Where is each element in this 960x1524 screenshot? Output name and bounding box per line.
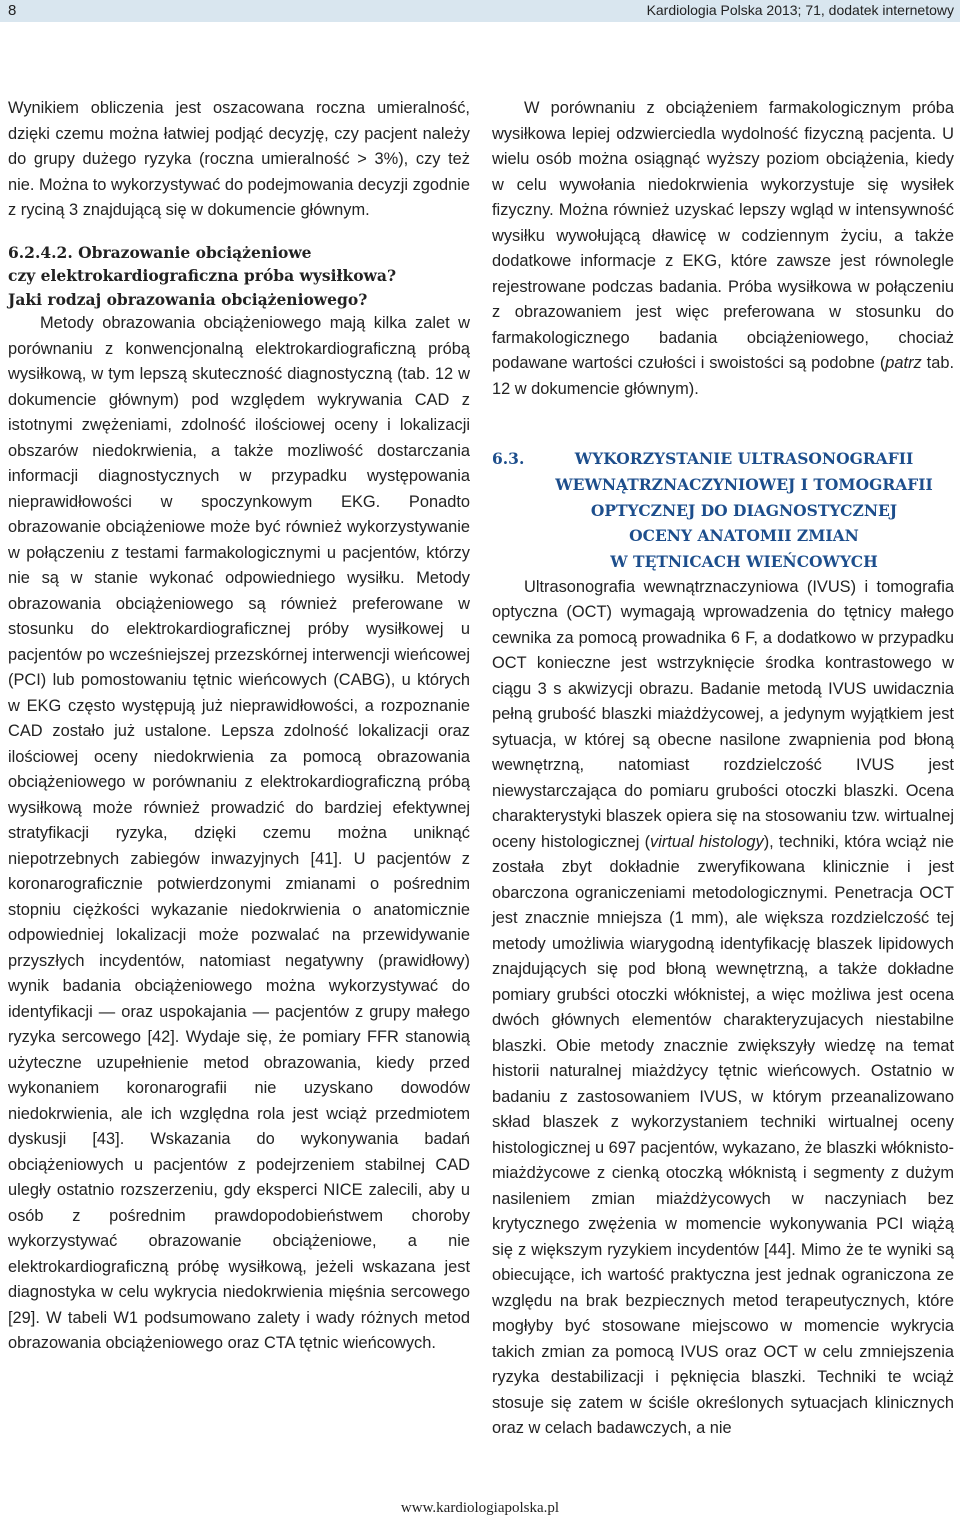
section-title-line: OPTYCZNEJ DO DIAGNOSTYCZNEJ (590, 500, 898, 520)
paragraph-stress-imaging: Metody obrazowania obciążeniowego mają kilka zalet w porównaniu z konwencjonalną elektrokardiograficzną próbą wysiłkową, w tym lepszą skuteczność diagnostyczną (tab. 12 w dokumencie głównym) pod względem wykrywania CAD z istotnymi zwężeniami, zdolność ilościowej oceny i lokalizacji obszarów niedokrwienia, a także mozliwość dostarczania informacji diagnostycznych w przypadku występowania nieprawidłowości w spoczynkowym EKG. Ponadto obrazowanie obciążeniowe może być również wykorzystywanie w połączeniu z testami farmakologicznymi u pacjentów, którzy nie są w stanie wykonać odpowiedniego wysiłku. Metody obrazowania obciążeniowego są również preferowane w stosunku do elektrokardiograficznej próby wysiłkowej u pacjentów po wcześniejszej przezskórnej interwencji wieńcowej (PCI) lub pomostowaniu tętnic wieńcowych (CABG), u których w EKG często występują już nieprawidłowości, a rozpoznanie CAD zostało już ustalone. Lepsza zdolność lokalizacji oraz ilościowej oceny niedokrwienia za pomocą obrazowania obciążeniowego w porównaniu z elektrokardiograficzną próbą wysiłkową może również prowadzić do bardziej efektywnej stratyfikacji ryzyka, dzięki czemu można uniknąć niepotrzebnych zabiegów inwazyjnych [41]. U pacjentów z koronarograficznie potwierdzonymi zmianami o pośrednim stopniu ciężkości wykazanie niedokrwienia o anatomicznie odpowiedniej lokalizacji może pozwalać na przewidywanie przyszłych incydentów, natomiast negatywny (prawidłowy) wynik badania obciążeniowego można wykorzystywać do identyfikacji — oraz uspokajania — pacjentów z grupy małego ryzyka sercowego [42]. Wydaje się, że pomiary FFR stanowią użyteczne uzupełnienie metod obrazowania, kiedy przed wykonaniem koronarografii nie uzyskano dowodów niedokrwienia, ale ich względna rola jest wciąż przedmiotem dyskusji [43]. Wskazania do wykonywania badań obciążeniowych u pacjentów z podejrzeniem stabilnej CAD uległy ostatnio rozszerzeniu, gdy eksperci NICE zalecili, aby u osób z pośrednim prawdopodobieństwem choroby wykorzystywać obrazowanie obciążeniowe, a nie elektrokardiograficzną próbę wysiłkową, jeżeli wskazana jest diagnostyka w celu wykrycia niedokrwienia mięśnia sercowego [29]. W tabeli W1 podsumowano zalety i wady różnych metod obrazowania obciążeniowego oraz CTA tętnic wieńcowych. (8, 314, 470, 1352)
page-number: 8 (8, 2, 17, 19)
left-column (8, 96, 470, 1357)
section-title-line: WYKORZYSTANIE ULTRASONOGRAFII (574, 449, 914, 468)
text-run: Ultrasonografia wewnątrznaczyniowa (IVUS) i tomografia optyczna (OCT) wymagają wprowadzenia do tętnicy małego cewnika za pomocą prowadnika 6 F, a dodatkowo w przypadku OCT konieczne jest wstrzyknięcie środka kontrastowego w ciągu 3 s akwizycji obrazu. Badanie metodą IVUS uwidacznia pełną grubość blaszki miażdżycowej, a jedynym wyjątkiem jest sytuacja, w której są obecne nasilone zwapnienia pod błoną wewnętrzną, natomiast rozdzielczość IVUS jest niewystarczająca do pomiaru grubości otoczki blaszki. Ocena charakterystyki blaszek opiera się na stosowaniu tzw. wirtualnej oceny histologicznej ( (492, 577, 954, 851)
subsection-heading-line: 6.2.4.2. Obrazowanie obciążeniowe (8, 242, 312, 262)
paragraph-ivus-oct (492, 575, 954, 1442)
italic-text: virtual histology (650, 832, 764, 851)
section-title-line: WEWNĄTRZNACZYNIOWEJ I TOMOGRAFII (555, 474, 933, 494)
right-column (492, 96, 954, 1442)
text-run: ), techniki, która wciąż nie została zbyt dokładnie zweryfikowana klinicznie i jest obarczona ograniczeniami metodologicznymi. Penetracja OCT jest znacznie mniejsza (1 mm), ale większa rozdzielczość tej metody umożliwia wiarygodną identyfikację blaszek lipidowych znajdujących się pod błoną wewnętrzną, a także dokładne pomiary grubści otoczki włóknistej, a więc możliwa jest ocena dwóch głównych elementów charakteryzujacych niestabilne blaszki. Obie metody znacznie zwiększyły wiedzę na temat historii naturalnej miażdżycy tętnic wieńcowych. Ostatnio w badaniu z zastosowaniem IVUS, w którym przeanalizowano skład blaszek z wykorzystaniem techniki wirtualnej oceny histologicznej u 697 pacjentów, wykazano, że blaszki włóknisto-miażdżycowe z cienką otoczką włóknistą i segmenty z dużym nasileniem zmian miażdżycowych w naczyniach bez krytycznego zwężenia w momencie wykonywania PCI wiążą się z większym ryzykiem incydentów [44]. Mimo że te wyniki są obiecujące, ich wartość praktyczna jest jednak ograniczona ze względu na brak bezpiecznych metod terapeutycznych, które mogłyby być stosowane miejscowo w momencie wykrycia takich zmian za pomocą IVUS oraz OCT w celu zmniejszenia ryzyka destabilizacji i pęknięcia blaszki. Techniki te wciąż stosuje się zatem w ściśle określonych sytuacjach klinicznych oraz w celach badawczych, a nie (492, 832, 955, 1438)
text-run: tab. 12 w dokumencie głównym). (492, 354, 954, 398)
section-title (534, 446, 954, 575)
subsection-heading-line: czy elektrokardiograficzna próba wysiłkowa? (8, 266, 397, 285)
section-number: 6.3. (492, 449, 525, 468)
text-run: W porównaniu z obciążeniem farmakologicznym próba wysiłkowa lepiej odzwierciedla wydolność fizyczną pacjenta. U wielu osób można osiągnąć wyższy poziom obciążenia, kiedy w celu wywołania niedokrwienia wykorzystuje się wysiłek fizyczny. Można również uzyskać lepszy wgląd w intensywność wysiłku wywołującą dławicę w codziennym życiu, a także dodatkowe informacje z EKG, które zawsze jest równolegle rejestrowane podczas badania. Próba wysiłkowa w połączeniu z obrazowaniem jest więc preferowana w stosunku do farmakologicznego badania obciążeniowego, chociaż podawane wartości czułości i swoistości są podobne ( (492, 99, 954, 372)
italic-text: patrz (885, 354, 922, 372)
journal-citation: Kardiologia Polska 2013; 71, dodatek internetowy (646, 2, 954, 18)
page-header (0, 0, 960, 22)
section-title-line: OCENY ANATOMII ZMIAN (629, 526, 859, 546)
subsection-heading-6-2-4-2 (8, 241, 470, 312)
section-heading-6-3 (492, 446, 954, 575)
section-title-line: W TĘTNICACH WIEŃCOWYCH (610, 552, 878, 572)
subsection-heading-line: Jaki rodzaj obrazowania obciążeniowego? (8, 289, 368, 309)
paragraph-risk-estimate: Wynikiem obliczenia jest oszacowana roczna umieralność, dzięki czemu można łatwiej podjąć decyzję, czy pacjent należy do grupy dużego ryzyka (roczna umieralność > 3%), czy też nie. Można to wykorzystywać do podejmowania decyzji zgodnie z ryciną 3 znajdującą się w dokumencie głównym. (8, 99, 470, 219)
footer-url: www.kardiologiapolska.pl (400, 1500, 560, 1516)
paragraph-exercise-vs-pharmacological (492, 96, 954, 402)
